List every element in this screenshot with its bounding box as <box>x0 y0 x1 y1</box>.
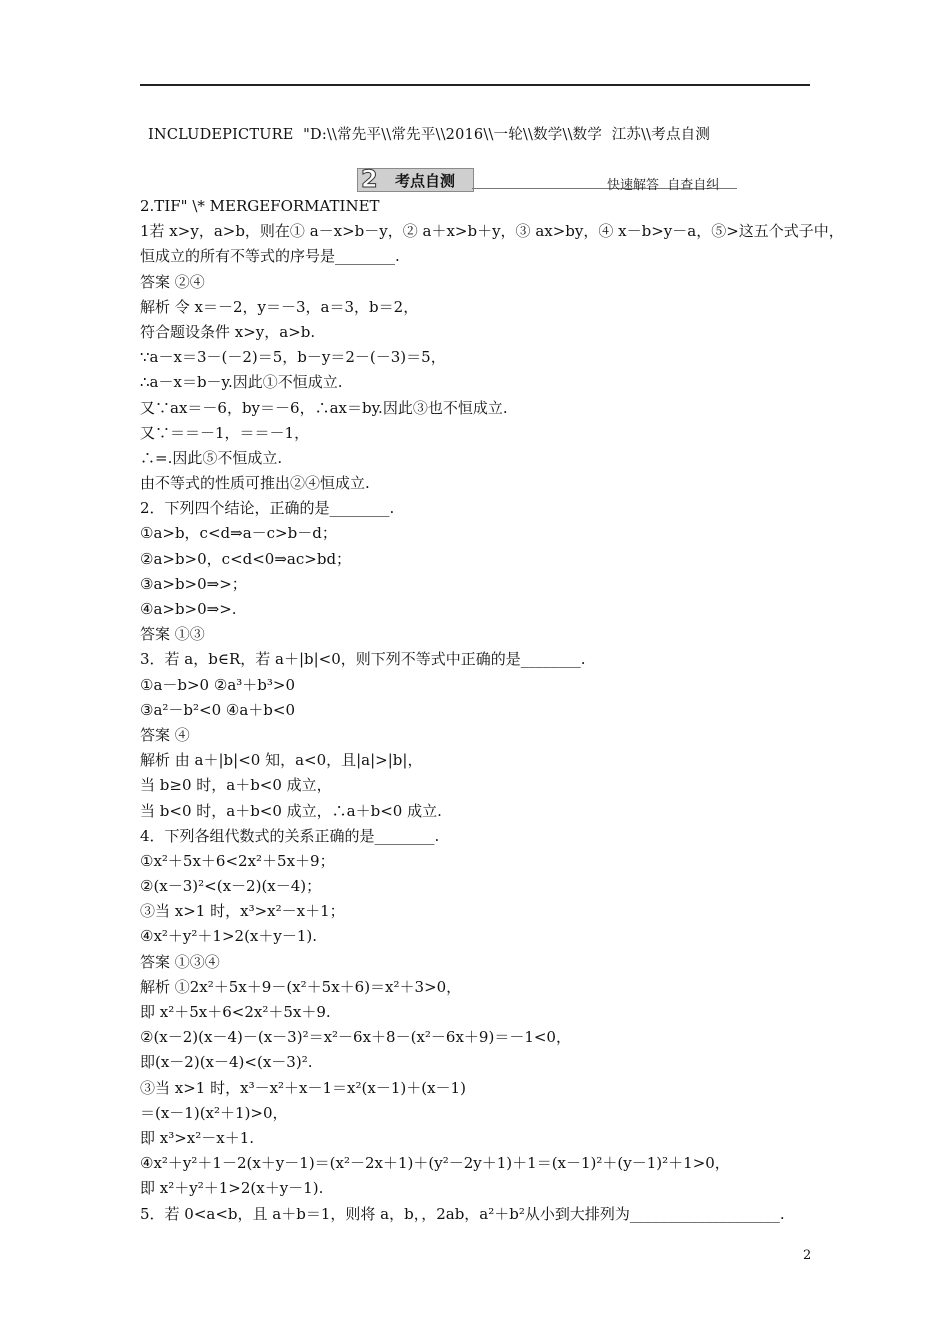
text-line: 解析 令 x＝－2，y＝－3，a＝3，b＝2， <box>140 297 419 316</box>
text-line: 即 x²＋5x＋6<2x²＋5x＋9. <box>140 1003 331 1021</box>
text-line: ④a>b>0⇒>. <box>140 600 237 618</box>
text-line: ①a－b>0 ②a³＋b³>0 <box>140 675 296 694</box>
text-line: ＝(x－1)(x²＋1)>0， <box>140 1103 288 1122</box>
text-line: 解析 由 a＋|b|<0 知，a<0，且|a|>|b|， <box>140 751 423 770</box>
text-line: 3．若 a，b∈R，若 a＋|b|<0，则下列不等式中正确的是________. <box>140 650 586 669</box>
text-line: 由不等式的性质可推出②④恒成立. <box>140 474 370 493</box>
text-line: ∴a－x＝b－y.因此①不恒成立. <box>140 373 343 392</box>
text-line: 又∵＝＝－1，＝＝－1， <box>140 423 310 442</box>
text-line: 恒成立的所有不等式的序号是________. <box>140 247 400 266</box>
text-line: ①x²＋5x＋6<2x²＋5x＋9； <box>140 851 335 870</box>
text-line: 解析 ①2x²＋5x＋9－(x²＋5x＋6)＝x²＋3>0， <box>140 977 462 996</box>
text-line: ③当 x>1 时，x³－x²＋x－1＝x²(x－1)＋(x－1) <box>140 1078 466 1097</box>
text-line: ∴=.因此⑤不恒成立. <box>140 448 283 467</box>
text-line: 2．下列四个结论，正确的是________. <box>140 499 395 518</box>
text-line: 答案 ①③ <box>140 625 205 644</box>
text-line: ②a>b>0，c<d<0⇒ac>bd； <box>140 549 352 568</box>
text-line: ②(x－2)(x－4)－(x－3)²＝x²－6x＋8－(x²－6x＋9)＝－1<0， <box>140 1028 571 1047</box>
text-line: 2.TIF" \* MERGEFORMATINET <box>140 197 380 215</box>
text-line: 1若 x>y，a>b，则在① a－x>b－y，② a＋x>b＋y，③ ax>by，④ x－b>y－a，⑤>这五个式子中， <box>140 222 844 241</box>
text-line: 5．若 0<a<b，且 a＋b＝1，则将 a，b，，2ab，a²＋b²从小到大排列为____________________. <box>140 1204 785 1223</box>
text-line: 答案 ②④ <box>140 272 205 291</box>
section-banner <box>357 165 737 194</box>
text-line: ①a>b，c<d⇒a－c>b－d； <box>140 524 337 543</box>
text-line: ∵a－x＝3－(－2)＝5，b－y＝2－(－3)＝5， <box>140 348 446 367</box>
text-line: 即 x³>x²－x＋1. <box>140 1128 255 1147</box>
text-line: 符合题设条件 x>y，a>b. <box>140 322 316 341</box>
text-line: 即(x－2)(x－4)<(x－3)². <box>140 1053 313 1072</box>
text-line: ③当 x>1 时，x³>x²－x＋1； <box>140 902 345 921</box>
include-picture-field: INCLUDEPICTURE "D:\\常先平\\常先平\\2016\\一轮\\数学\\数学 江苏\\考点自测 <box>148 127 711 143</box>
text-line: 又∵ax＝－6，by＝－6，∴ax＝by.因此③也不恒成立. <box>140 398 508 417</box>
banner-number: 2 <box>361 165 378 193</box>
text-line: 当 b<0 时，a＋b<0 成立，∴a＋b<0 成立. <box>140 801 442 820</box>
page-number: 2 <box>803 1248 812 1263</box>
text-line: 当 b≥0 时，a＋b<0 成立， <box>140 776 332 795</box>
top-rule <box>140 84 810 86</box>
document-body <box>140 194 844 1227</box>
banner-title: 考点自测 <box>395 172 456 190</box>
text-line: ③a²－b²<0 ④a＋b<0 <box>140 700 296 719</box>
text-line: 答案 ①③④ <box>140 952 220 971</box>
text-line: 即 x²＋y²＋1>2(x＋y－1). <box>140 1179 324 1198</box>
text-line: ③a>b>0⇒>； <box>140 574 247 593</box>
text-line: ②(x－3)²<(x－2)(x－4)； <box>140 877 322 896</box>
text-line: 4．下列各组代数式的关系正确的是________. <box>140 826 440 845</box>
text-line: 答案 ④ <box>140 725 190 744</box>
banner-subtitle: 快速解答 自查自纠 <box>607 178 720 193</box>
text-line: ④x²＋y²＋1>2(x＋y－1). <box>140 927 318 946</box>
text-line: ④x²＋y²＋1－2(x＋y－1)＝(x²－2x＋1)＋(y²－2y＋1)＋1＝(x－1)²＋(y－1)²＋1>0， <box>140 1154 730 1173</box>
